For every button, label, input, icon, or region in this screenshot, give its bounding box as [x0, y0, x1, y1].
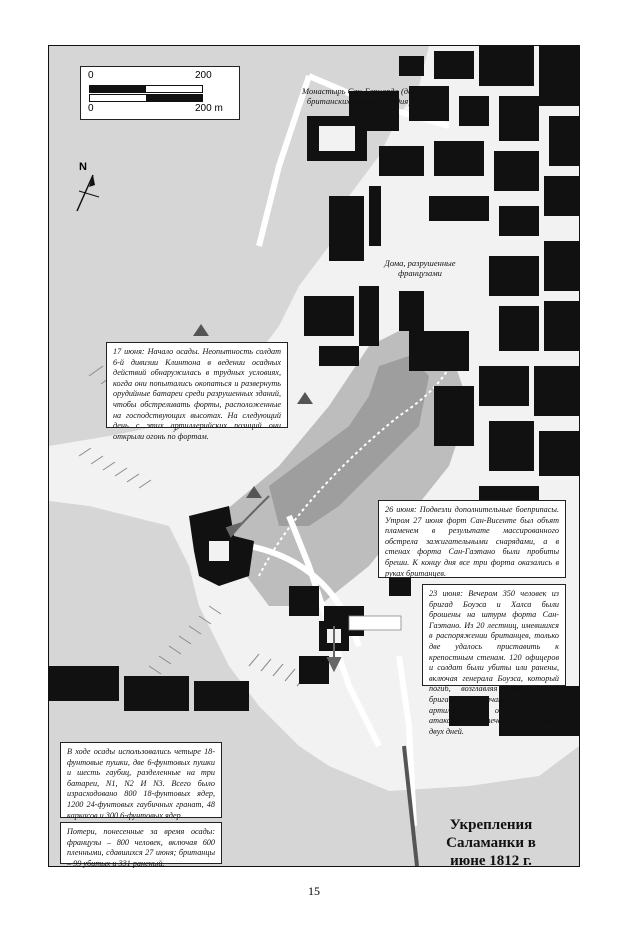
north-arrow-icon [73, 173, 101, 213]
houses-label: Дома, разрушенные французами [384, 258, 456, 278]
scale-bar-top [89, 85, 203, 93]
north-arrow [79, 161, 87, 173]
note-losses: Потери, понесенные за время осады: французы – 800 человек, включая 600 пленными, сдавшихся 27 июня; британцы – 99 убитых и 331 раненый. [60, 822, 222, 864]
scale-top-left: 0 [88, 70, 94, 81]
fort-san-vicente-court [209, 541, 229, 561]
scale-bottom-left: 0 [88, 103, 94, 114]
note-june-23: 23 июня: Вечером 350 человек из бригад Боуэса и Халса были брошены на штурм форта Сан-Гаэтано. Из 20 лестниц, имевшихся в распоряжении британцев, только две удалось приставить к крепостным стенам. 120 офицеров и солдат были убиты или ранены, включая генерала Боуэса, который погиб, возглавляя атаку своей бригады. Англичане продолжили артиллерийский обстрел, но не атаковали в течение следующих двух дней. [422, 584, 566, 686]
scale-bar-bottom [89, 94, 203, 102]
map-title: Укрепления Саламанки в июне 1812 г. [446, 817, 536, 869]
monastery-label: Монастырь Сан-Бернардо (два британских полевых орудия) [302, 86, 416, 106]
north-label: N [79, 161, 87, 173]
note-june-26: 26 июня: Подвезли дополнительные боеприпасы. Утром 27 июня форт Сан-Висенте был объят пламенем в результате массированного обстрела зажигательными снарядами, а в стенах форта Сан-Гаэтано были пробиты бреши. К концу дня все три форта оказались в руках британцев. [378, 500, 566, 578]
scale-bottom-right: 200 m [195, 103, 223, 114]
scale-bar [80, 66, 240, 120]
page-number: 15 [308, 884, 320, 898]
scale-top-right: 200 [195, 70, 212, 81]
note-guns: В ходе осады использовались четыре 18-фунтовые пушки, две 6-фунтовых пушки и шесть гаубиц, разделенные на три батареи, N1, N2 И N3. Всего было израсходовано 800 18-фунтовых ядер, 1200 24-фунтовых гаубичных гранат, 48 каркасов и 300 6-фунтовых ядер. [60, 742, 222, 818]
fort-label-box [349, 616, 401, 630]
note-june-17: 17 июня: Начало осады. Неопытность солдат 6-й дивизии Клинтона в ведении осадных действий обнаружилась в трудных условиях, когда они попытались окопаться и развернуть орудийные батареи среди разрушенных зданий, чтобы обстреливать форты, расположенные на господствующих высотах. На следующий день с этих артиллерийских позиций они открыли огонь по фортам. [106, 342, 288, 428]
monastery-courtyard [319, 126, 355, 151]
